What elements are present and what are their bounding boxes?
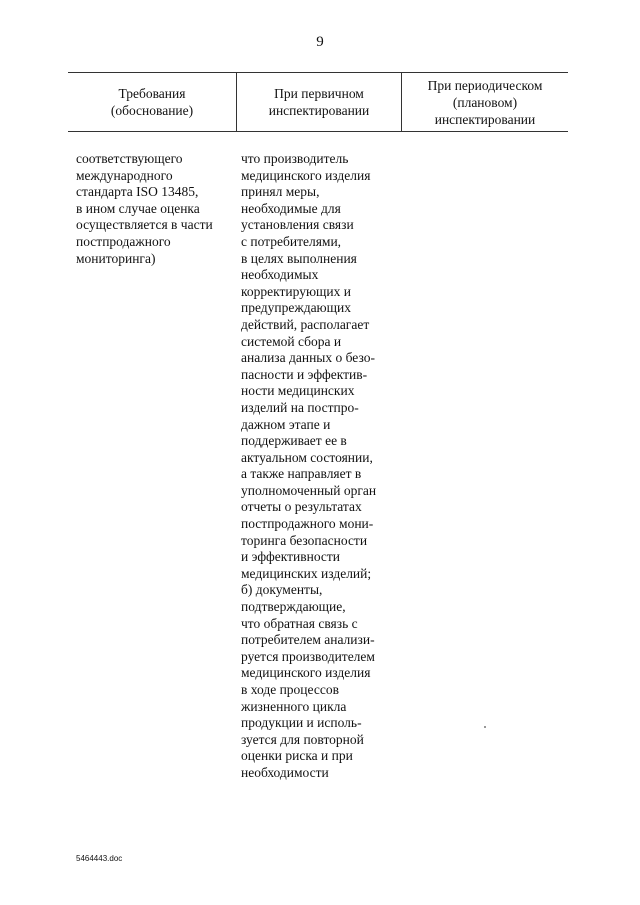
scan-speck bbox=[484, 726, 486, 728]
header-requirements: Требования (обоснование) bbox=[68, 73, 237, 131]
document-id: 5464443.doc bbox=[76, 854, 123, 863]
page-number: 9 bbox=[316, 34, 324, 50]
requirements-column-text: соответствующего международного стандарта ISO 13485, в ином случае оценка осуществляется в части постпродажного мониторинга) bbox=[76, 151, 213, 266]
initial-inspection-column-text: что производитель медицинского изделия принял меры, необходимые для установления связи с потребителями, в целях выполнения необходимых корректирующих и предупреждающих действий, располагает системой сбора и анализа данных о безо- пасности и эффектив- ности медицинских изделий на постпро- дажном этапе и поддерживает ее в актуальном состоянии, а также направляет в уполномоченный орган отчеты о результатах постпродажного мони- торинга безопасности и эффективности медицинских изделий; б) документы, подтверждающие, что обратная связь с потребителем анализи- руется производителем медицинского изделия в ходе процессов жизненного цикла продукции и исполь- зуется для повторной оценки риска и при необходимости bbox=[241, 151, 377, 780]
header-periodic-inspection: При периодическом (плановом) инспектировании bbox=[427, 77, 543, 127]
table-header bbox=[68, 72, 568, 132]
header-initial-inspection: При первичном инспектировании bbox=[237, 73, 402, 131]
